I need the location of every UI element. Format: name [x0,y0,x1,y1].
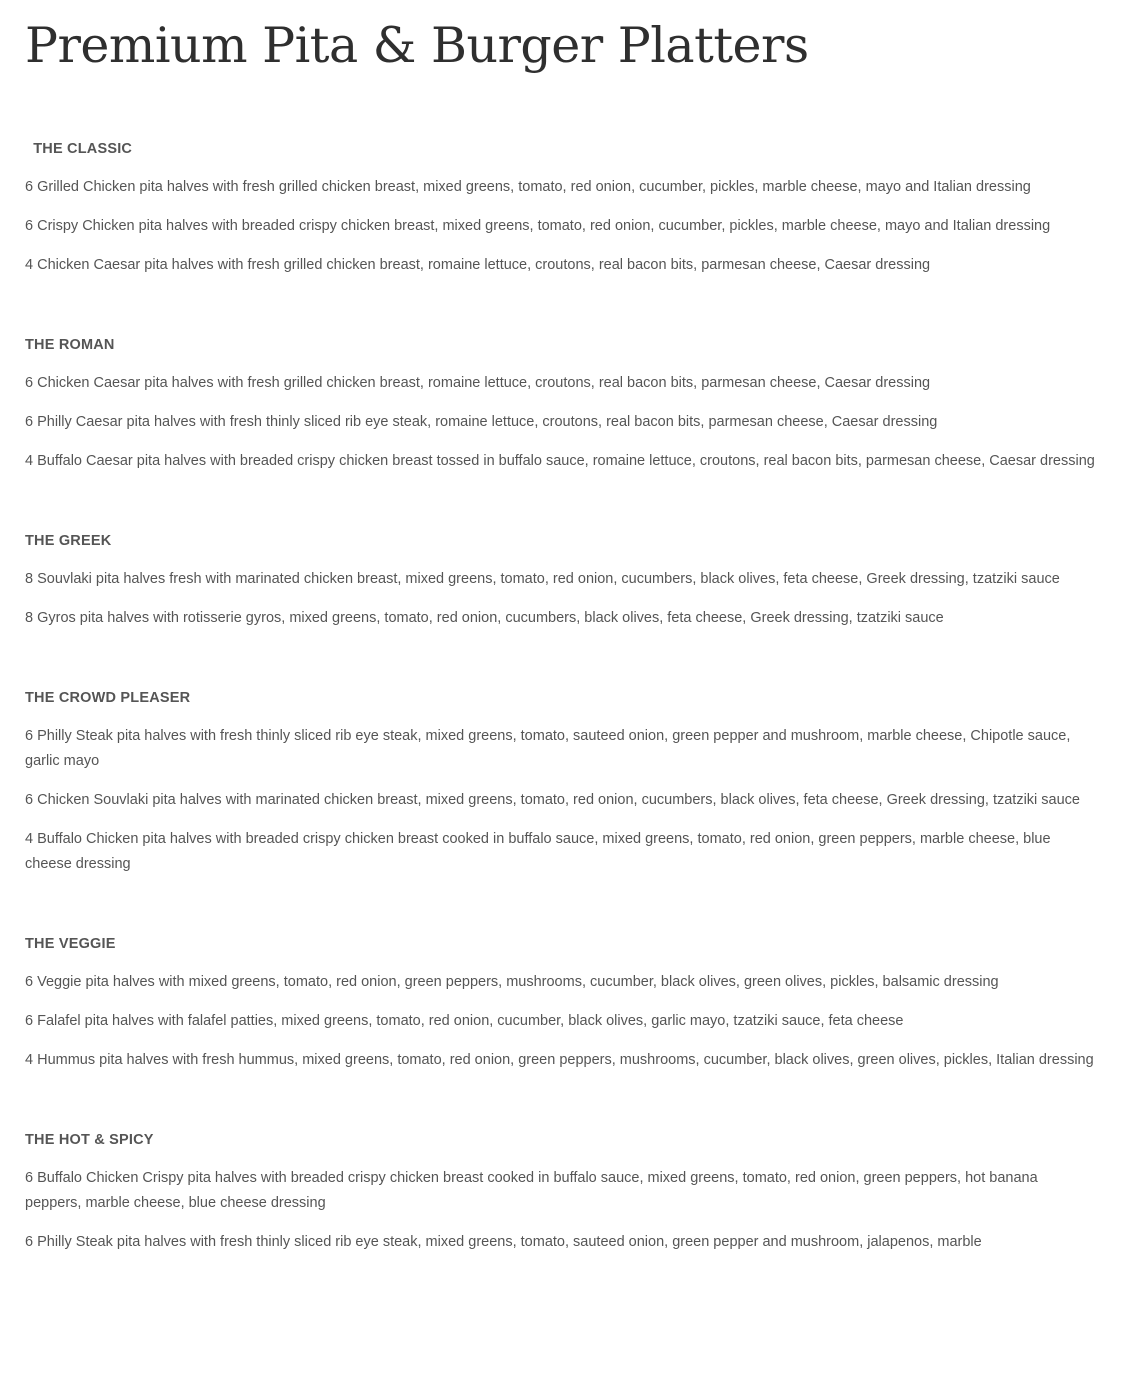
section-heading: THE VEGGIE [25,936,116,952]
menu-item: 6 Crispy Chicken pita halves with breaded crispy chicken breast, mixed greens, tomato, red onion, cucumber, pickles, marble cheese, mayo and Italian dressing [25,218,1051,234]
menu-item: 6 Chicken Souvlaki pita halves with marinated chicken breast, mixed greens, tomato, red onion, cucumbers, black olives, feta cheese, Greek dressing, tzatziki sauce [25,792,1080,808]
menu-item: 6 Falafel pita halves with falafel patties, mixed greens, tomato, red onion, cucumber, black olives, garlic mayo, tzatziki sauce, feta cheese [25,1013,904,1029]
menu-item: 8 Gyros pita halves with rotisserie gyros, mixed greens, tomato, red onion, cucumbers, black olives, feta cheese, Greek dressing, tzatziki sauce [25,610,944,626]
menu-item: 6 Veggie pita halves with mixed greens, tomato, red onion, green peppers, mushrooms, cucumber, black olives, green olives, pickles, balsamic dressing [25,974,999,990]
section-heading: THE CLASSIC [29,141,133,157]
section-the-classic [25,138,1105,278]
section-the-crowd-pleaser [25,687,1105,877]
section-heading: THE CROWD PLEASER [25,690,191,706]
menu-item: 6 Chicken Caesar pita halves with fresh grilled chicken breast, romaine lettuce, croutons, real bacon bits, parmesan cheese, Caesar dressing [25,375,931,391]
section-heading: THE HOT & SPICY [25,1132,154,1148]
section-the-hot-and-spicy [25,1129,1105,1255]
menu-item: 4 Buffalo Caesar pita halves with breaded crispy chicken breast tossed in buffalo sauce, romaine lettuce, croutons, real bacon bits, parmesan cheese, Caesar dressing [25,453,1095,469]
menu-item: 4 Buffalo Chicken pita halves with breaded crispy chicken breast cooked in buffalo sauce, mixed greens, tomato, red onion, green peppers, marble cheese, blue cheese dressing [25,831,1051,872]
menu-item: 6 Grilled Chicken pita halves with fresh grilled chicken breast, mixed greens, tomato, red onion, cucumber, pickles, marble cheese, mayo and Italian dressing [25,179,1031,195]
menu-item: 4 Hummus pita halves with fresh hummus, mixed greens, tomato, red onion, green peppers, mushrooms, cucumber, black olives, green olives, pickles, Italian dressing [25,1052,1094,1068]
menu-item: 6 Philly Steak pita halves with fresh thinly sliced rib eye steak, mixed greens, tomato, sauteed onion, green pepper and mushroom, jalapenos, marble [25,1234,982,1250]
menu-item: 6 Philly Caesar pita halves with fresh thinly sliced rib eye steak, romaine lettuce, croutons, real bacon bits, parmesan cheese, Caesar dressing [25,414,938,430]
menu-item: 4 Chicken Caesar pita halves with fresh grilled chicken breast, romaine lettuce, croutons, real bacon bits, parmesan cheese, Caesar dressing [25,257,931,273]
menu-item: 8 Souvlaki pita halves fresh with marinated chicken breast, mixed greens, tomato, red onion, cucumbers, black olives, feta cheese, Greek dressing, tzatziki sauce [25,571,1060,587]
section-the-veggie [25,933,1105,1073]
menu-item: 6 Buffalo Chicken Crispy pita halves with breaded crispy chicken breast cooked in buffalo sauce, mixed greens, tomato, red onion, green peppers, hot banana peppers, marble cheese, blue cheese dressing [25,1170,1038,1211]
menu-item: 6 Philly Steak pita halves with fresh thinly sliced rib eye steak, mixed greens, tomato, sauteed onion, green pepper and mushroom, marble cheese, Chipotle sauce, garlic mayo [25,728,1071,769]
page-title: Premium Pita & Burger Platters [25,17,809,74]
section-heading: THE ROMAN [25,337,115,353]
section-heading: THE GREEK [25,533,112,549]
section-the-roman [25,334,1105,474]
section-the-greek [25,530,1105,631]
